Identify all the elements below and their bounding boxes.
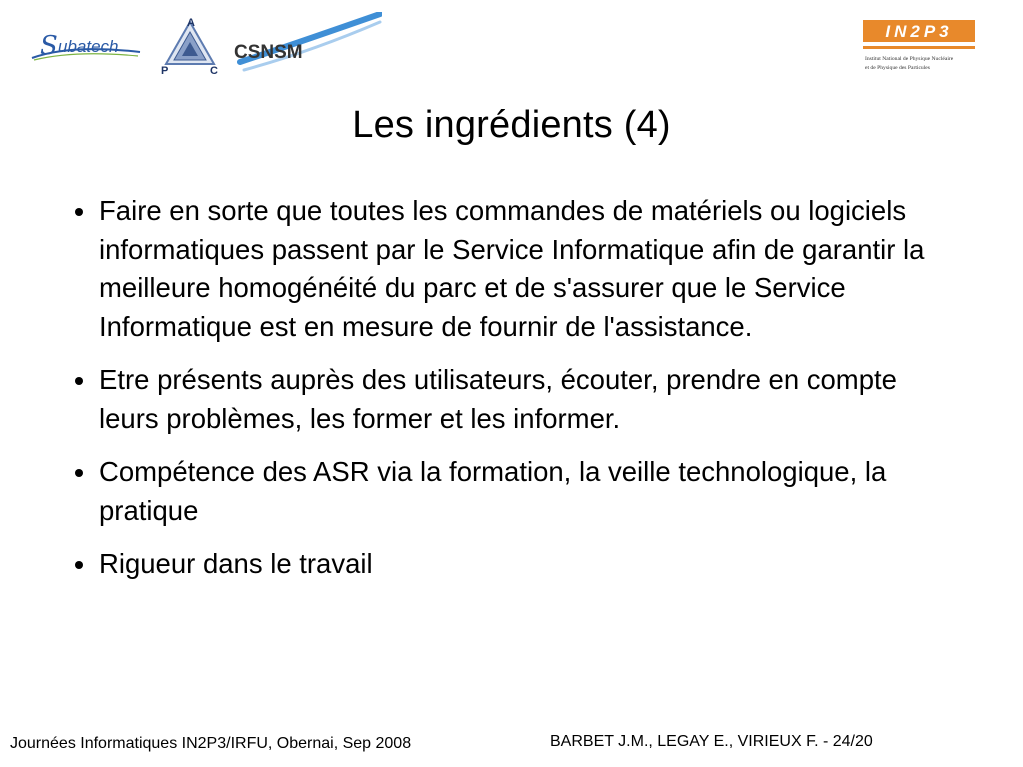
bullet-text: Etre présents auprès des utilisateurs, écouter, prendre en compte leurs problèmes, les former et les informer. [99,364,897,434]
bullet-item [72,361,932,438]
apc-logo [160,14,220,76]
bullet-icon [75,208,83,216]
bullet-item [72,545,932,584]
subatech-logo [30,22,142,72]
footer-authors-page: BARBET J.M., LEGAY E., VIRIEUX F. - 24/20 [550,733,873,750]
apc-letter-a: A [187,17,195,29]
bullet-list [72,192,932,599]
bullet-icon [75,561,83,569]
bullet-text: Compétence des ASR via la formation, la veille technologique, la pratique [99,456,887,526]
subatech-logo-text: ubatech [58,37,119,56]
in2p3-subtitle-line1: Institut National de Physique Nucléaire [865,56,954,62]
in2p3-logo-text: IN2P3 [885,22,953,41]
in2p3-subtitle-line2: et de Physique des Particules [865,65,930,71]
bullet-item [72,192,932,346]
slide-title: Les ingrédients (4) [352,104,671,146]
bullet-text: Rigueur dans le travail [99,548,373,579]
bullet-icon [75,469,83,477]
bullet-item [72,453,932,530]
csnsm-logo [230,12,382,74]
bullet-text: Faire en sorte que toutes les commandes de matériels ou logiciels informatiques passent par le Service Informatique afin de garantir la meilleure homogénéité du parc et de s'assurer que le Service Informatique est en mesure de fournir de l'assistance. [99,195,925,342]
footer-event: Journées Informatiques IN2P3/IRFU, Obernai, Sep 2008 [10,735,412,752]
apc-letter-c: C [210,65,218,76]
in2p3-logo [863,20,975,76]
svg-text:S: S [40,31,58,61]
csnsm-logo-text: CSNSM [234,42,303,63]
bullet-icon [75,377,83,385]
apc-letter-p: P [161,65,169,76]
